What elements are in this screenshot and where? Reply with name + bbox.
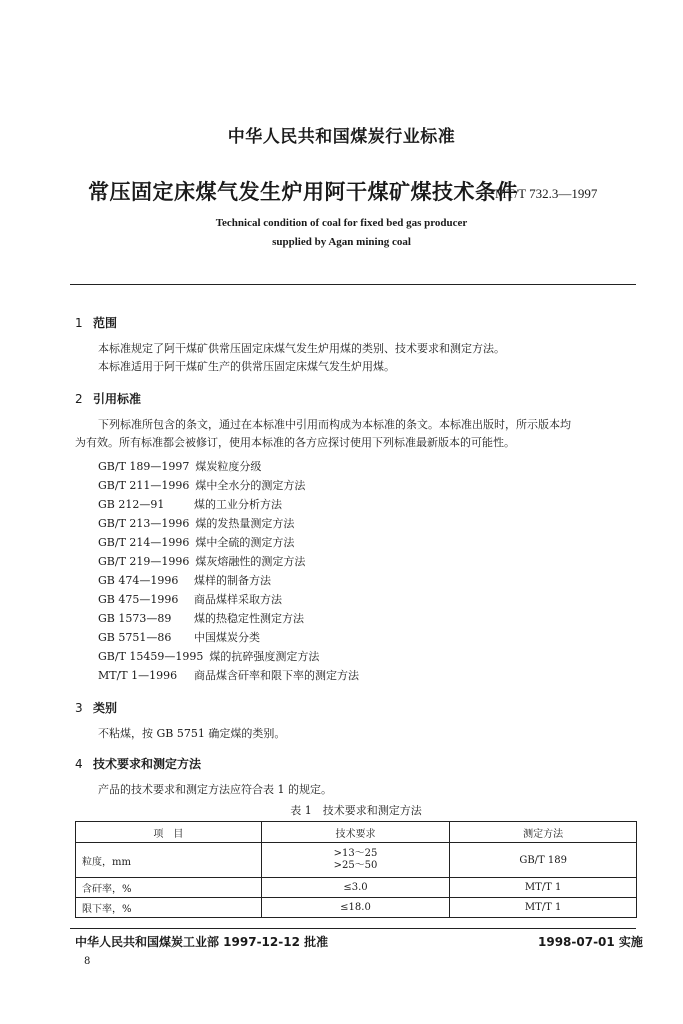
section-1-heading (75, 314, 117, 331)
section-number: 3 (75, 701, 83, 715)
reference-name: 煤的抗碎强度测定方法 (209, 650, 320, 663)
reference-code: MT/T 1—1996 (98, 669, 178, 682)
reference-item (98, 515, 294, 531)
section-4-paragraph: 产品的技术要求和测定方法应符合表 1 的规定。 (98, 783, 332, 796)
reference-name: 煤中全硫的测定方法 (195, 536, 295, 549)
section-2-paragraph-line-1: 下列标准所包含的条文，通过在本标准中引用而构成为本标准的条文。本标准出版时，所示版本均 (98, 418, 571, 431)
reference-code: GB 5751—86 (98, 631, 172, 644)
section-1-paragraph-2: 本标准适用于阿干煤矿生产的供常压固定床煤气发生炉用煤。 (98, 360, 395, 373)
section-4-heading (75, 755, 201, 772)
cell-method: MT/T 1 (450, 878, 637, 898)
footer-divider (70, 928, 636, 929)
table-row (76, 843, 637, 878)
reference-name: 煤的工业分析方法 (194, 498, 282, 511)
reference-name: 煤炭粒度分级 (195, 460, 262, 473)
section-2-paragraph-line-2: 为有效。所有标准都会被修订，使用本标准的各方应探讨使用下列标准最新版本的可能性。 (75, 436, 515, 449)
table-row (76, 898, 637, 918)
reference-code: GB/T 214—1996 (98, 536, 190, 549)
table-header-row (76, 822, 637, 843)
reference-name: 中国煤炭分类 (194, 631, 260, 644)
standard-title-en-line1: Technical condition of coal for fixed bed gas producer (215, 217, 468, 229)
page-number: 8 (84, 956, 91, 967)
approval-line: 中华人民共和国煤炭工业部 1997-12-12 批准 (75, 935, 329, 949)
section-3-paragraph: 不粘煤，按 GB 5751 确定煤的类别。 (98, 727, 286, 740)
cell-item: 粒度，mm (76, 843, 262, 878)
reference-code: GB 212—91 (98, 498, 165, 511)
cell-requirement (261, 843, 450, 878)
issuing-organization: 中华人民共和国煤炭行业标准 (227, 127, 456, 147)
cell-requirement: ≤18.0 (261, 898, 450, 918)
section-2-heading (75, 390, 141, 407)
section-number: 2 (75, 392, 83, 406)
reference-code: GB 474—1996 (98, 574, 179, 587)
section-title: 技术要求和测定方法 (93, 757, 202, 771)
header-cell-requirement: 技术要求 (261, 822, 450, 843)
reference-item (98, 458, 261, 474)
reference-item (98, 496, 282, 512)
implementation-date: 1998-07-01 实施 (538, 935, 643, 949)
reference-item (98, 553, 305, 569)
section-number: 4 (75, 757, 83, 771)
reference-name: 煤样的制备方法 (194, 574, 271, 587)
reference-item (98, 572, 271, 588)
reference-code: GB/T 211—1996 (98, 479, 190, 492)
reference-item (98, 610, 304, 626)
standard-number: MT/T 732.3—1997 (495, 186, 598, 201)
cell-item: 限下率，% (76, 898, 262, 918)
requirement-line: >13～25 (333, 848, 378, 859)
section-title: 引用标准 (93, 392, 142, 406)
requirement-line: >25～50 (333, 860, 378, 871)
header-divider (70, 284, 636, 285)
cell-requirement: ≤3.0 (261, 878, 450, 898)
reference-item (98, 648, 319, 664)
section-1-paragraph-1: 本标准规定了阿干煤矿供常压固定床煤气发生炉用煤的类别、技术要求和测定方法。 (98, 342, 505, 355)
cell-method: MT/T 1 (450, 898, 637, 918)
reference-code: GB/T 213—1996 (98, 517, 190, 530)
reference-name: 煤中全水分的测定方法 (195, 479, 306, 492)
cell-item: 含矸率，% (76, 878, 262, 898)
reference-item (98, 477, 305, 493)
spec-table (75, 821, 637, 918)
table-row (76, 878, 637, 898)
reference-code: GB/T 15459—1995 (98, 650, 204, 663)
standard-title-cn: 常压固定床煤气发生炉用阿干煤矿煤技术条件 (88, 180, 518, 204)
header-cell-method: 测定方法 (450, 822, 637, 843)
section-number: 1 (75, 316, 83, 330)
reference-name: 商品煤样采取方法 (194, 593, 282, 606)
reference-code: GB/T 219—1996 (98, 555, 190, 568)
standard-title-en-line2: supplied by Agan mining coal (272, 236, 411, 248)
reference-name: 煤的热稳定性测定方法 (194, 612, 304, 625)
reference-code: GB 475—1996 (98, 593, 179, 606)
reference-item (98, 667, 359, 683)
table-caption: 表 1 技术要求和测定方法 (290, 804, 422, 817)
cell-method: GB/T 189 (450, 843, 637, 878)
reference-item (98, 591, 282, 607)
reference-name: 商品煤含矸率和限下率的测定方法 (194, 669, 359, 682)
reference-item (98, 534, 294, 550)
reference-name: 煤灰熔融性的测定方法 (195, 555, 306, 568)
section-title: 类别 (93, 701, 118, 715)
reference-code: GB 1573—89 (98, 612, 172, 625)
reference-code: GB/T 189—1997 (98, 460, 190, 473)
reference-name: 煤的发热量测定方法 (195, 517, 295, 530)
section-title: 范围 (93, 316, 118, 330)
reference-item (98, 629, 260, 645)
section-3-heading (75, 699, 117, 716)
header-cell-item: 项 目 (76, 822, 262, 843)
